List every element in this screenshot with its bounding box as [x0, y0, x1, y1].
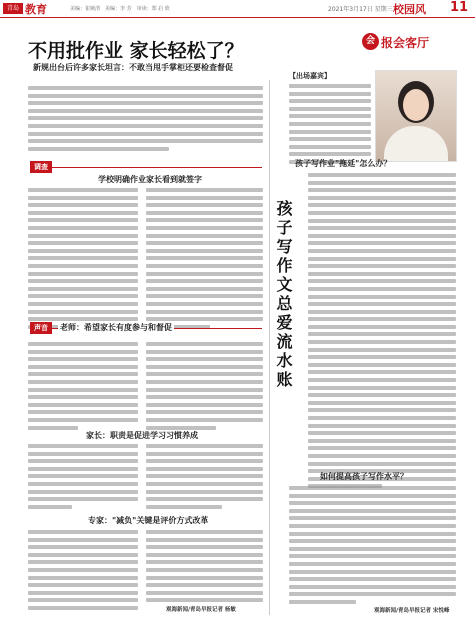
qa-text — [308, 173, 456, 492]
section-heading: 家长：职责是促进学习习惯养成 — [86, 430, 198, 440]
article-column — [146, 188, 263, 332]
article-column — [28, 342, 138, 433]
main-credit: 观海新闻/青岛早报记者 杨敏 — [166, 607, 236, 613]
guest-bio — [289, 84, 371, 168]
article-column — [146, 530, 263, 606]
sidebar-credit: 观海新闻/青岛早报记者 宋悦峰 — [374, 608, 450, 614]
issue-date: 2021年3月17日 星期三 — [328, 6, 393, 13]
guest-label: 【出场嘉宾】 — [289, 72, 331, 80]
qa-heading: 如何提高孩子写作水平？ — [320, 471, 408, 481]
section-heading: 专家："减负"关键是评价方式改革 — [88, 515, 209, 525]
column-divider — [269, 80, 270, 615]
brand-logo: 报会客厅 — [381, 36, 430, 50]
article-column — [28, 188, 138, 332]
article-column — [28, 444, 138, 512]
article-column — [146, 444, 263, 512]
kicker-voice: 声音 — [30, 322, 52, 334]
editor-credits: 美编：崔婉清 美编：李 芳 审读：郑 启 欣 — [70, 6, 170, 12]
section-name: 教育 — [25, 3, 47, 16]
qa-heading: 孩子写作业"拖延"怎么办？ — [295, 158, 392, 168]
section-heading: 学校明确作业家长看到就签字 — [98, 174, 202, 184]
article-column — [28, 530, 138, 614]
qa-text — [289, 486, 456, 608]
intro-paragraph — [28, 86, 263, 154]
guest-photo — [375, 70, 457, 162]
section-heading: 老师：希望家长有度参与和督促 — [60, 322, 172, 332]
newspaper-logo: 青岛 — [3, 3, 23, 14]
section-rule — [52, 167, 262, 168]
article-column — [146, 342, 263, 433]
sidebar-vertical-title: 孩子写作文总爱流水账 — [274, 200, 293, 390]
brand-emblem-icon: 会 — [362, 33, 379, 50]
page-number: 11 — [450, 0, 469, 15]
main-title: 不用批作业 家长轻松了？ — [28, 40, 244, 62]
main-subtitle: 新规出台后许多家长坦言：不敢当甩手掌柜还要检查督促 — [33, 63, 233, 72]
page-header — [0, 0, 475, 18]
kicker-survey: 调查 — [30, 161, 52, 173]
column-name: 校园风 — [393, 3, 426, 16]
